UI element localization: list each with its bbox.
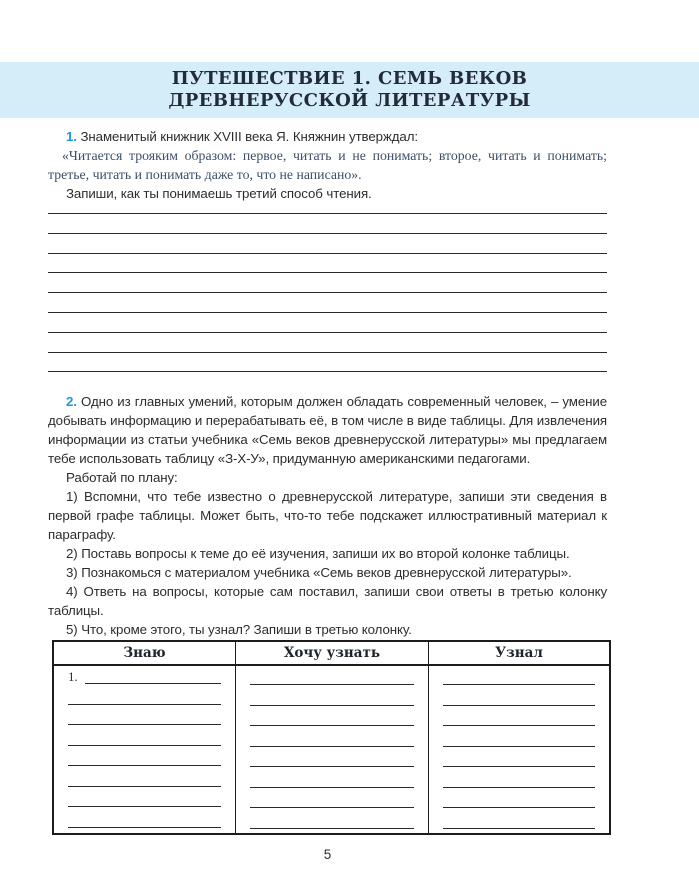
col-header-learned: Узнал: [429, 641, 611, 665]
writing-line: [48, 254, 607, 274]
table-cell-line: [68, 725, 221, 746]
cell-learned: [429, 665, 611, 834]
cell-want-to-know: [236, 665, 429, 834]
plan-list: [48, 487, 607, 639]
plan-item: 3) Познакомься с материалом учебника «Семь веков древнерусской литературы».: [66, 565, 572, 581]
plan-heading: Работай по плану:: [66, 470, 178, 486]
table-cell-line: [68, 766, 221, 787]
table-cell-line: [68, 807, 221, 828]
writing-line: [48, 273, 607, 293]
table-cell-line: [68, 746, 221, 767]
table-cell-line: [443, 666, 595, 685]
page-content: [48, 118, 607, 862]
task2-text: [48, 392, 607, 468]
writing-line: [48, 214, 607, 234]
task1-instruction: Запиши, как ты понимаешь третий способ чтения.: [66, 186, 372, 201]
plan-item: 4) Ответь на вопросы, которые сам поставил, запиши свои ответы в третью колонку таблицы.: [48, 584, 607, 619]
writing-line: [48, 234, 607, 254]
writing-line: [48, 313, 607, 333]
cell-know: [53, 665, 236, 834]
table-cell-line: [68, 705, 221, 726]
table-cell-line: [250, 788, 414, 809]
chapter-title-line2: ДРЕВНЕРУССКОЙ ЛИТЕРАТУРЫ: [168, 90, 531, 111]
task2-body-text: Одно из главных умений, которым должен обладать современный человек, – умение добывать информацию и перерабатывать её, в том числе в виде таблицы. Для извлечения информации из статьи учебника «Семь веков древнерусской литературы» мы предлагаем тебе использовать таблицу «З-Х-У», придуманную американскими педагогами.: [48, 394, 607, 467]
table-cell-line: [443, 685, 595, 706]
plan-item: 2) Поставь вопросы к теме до её изучения, запиши их во второй колонке таблицы.: [66, 546, 570, 562]
writing-line: [48, 333, 607, 353]
cell-know-lines: [54, 666, 235, 828]
chapter-title-line1: ПУТЕШЕСТВИЕ 1. СЕМЬ ВЕКОВ: [171, 68, 528, 89]
cell-learned-lines: [429, 666, 609, 829]
table-cell-line: [250, 685, 414, 706]
table-cell-line: [68, 666, 221, 684]
task1-number: 1.: [66, 129, 77, 144]
task1-intro: [48, 127, 607, 146]
zhu-table-body-row: [53, 665, 610, 834]
answer-writing-area: [48, 203, 607, 372]
col-header-know: Знаю: [53, 641, 236, 665]
chapter-header-band: [0, 62, 699, 118]
task2-number: 2.: [66, 394, 77, 410]
table-cell-line: [250, 706, 414, 727]
table-cell-line: [68, 684, 221, 705]
item-number: 1.: [68, 669, 78, 685]
table-cell-line: [68, 787, 221, 808]
table-cell-line: [443, 726, 595, 747]
writing-line: [48, 203, 607, 214]
table-cell-line: [443, 788, 595, 809]
zhu-table: [52, 640, 611, 835]
table-cell-line: [250, 747, 414, 768]
table-cell-line: [443, 767, 595, 788]
plan-item: 5) Что, кроме этого, ты узнал? Запиши в третью колонку.: [66, 622, 412, 638]
table-cell-line: [443, 808, 595, 829]
writing-line: [48, 353, 607, 373]
task1-intro-text: Знаменитый книжник XVIII века Я. Княжнин утверждал:: [80, 129, 418, 144]
table-cell-line: [250, 666, 414, 685]
col-header-want-to-know: Хочу узнать: [236, 641, 429, 665]
plan-item: 1) Вспомни, что тебе известно о древнерусской литературе, запиши эти сведения в первой графе таблицы. Может быть, что-то тебе подскажет иллюстративный материал к параграфу.: [48, 489, 607, 543]
table-cell-line: [443, 706, 595, 727]
table-cell-line: [250, 767, 414, 788]
writing-line: [48, 293, 607, 313]
page-number: 5: [323, 847, 332, 863]
zhu-table-header-row: [53, 641, 610, 665]
cell-want-lines: [236, 666, 428, 829]
table-cell-line: [250, 726, 414, 747]
writing-line: [85, 683, 221, 684]
table-cell-line: [443, 747, 595, 768]
table-cell-line: [250, 808, 414, 829]
task1-quote: «Читается трояким образом: первое, читать и не понимать; второе, читать и понимать; третье, читать и понимать даже то, что не написано».: [48, 148, 607, 182]
